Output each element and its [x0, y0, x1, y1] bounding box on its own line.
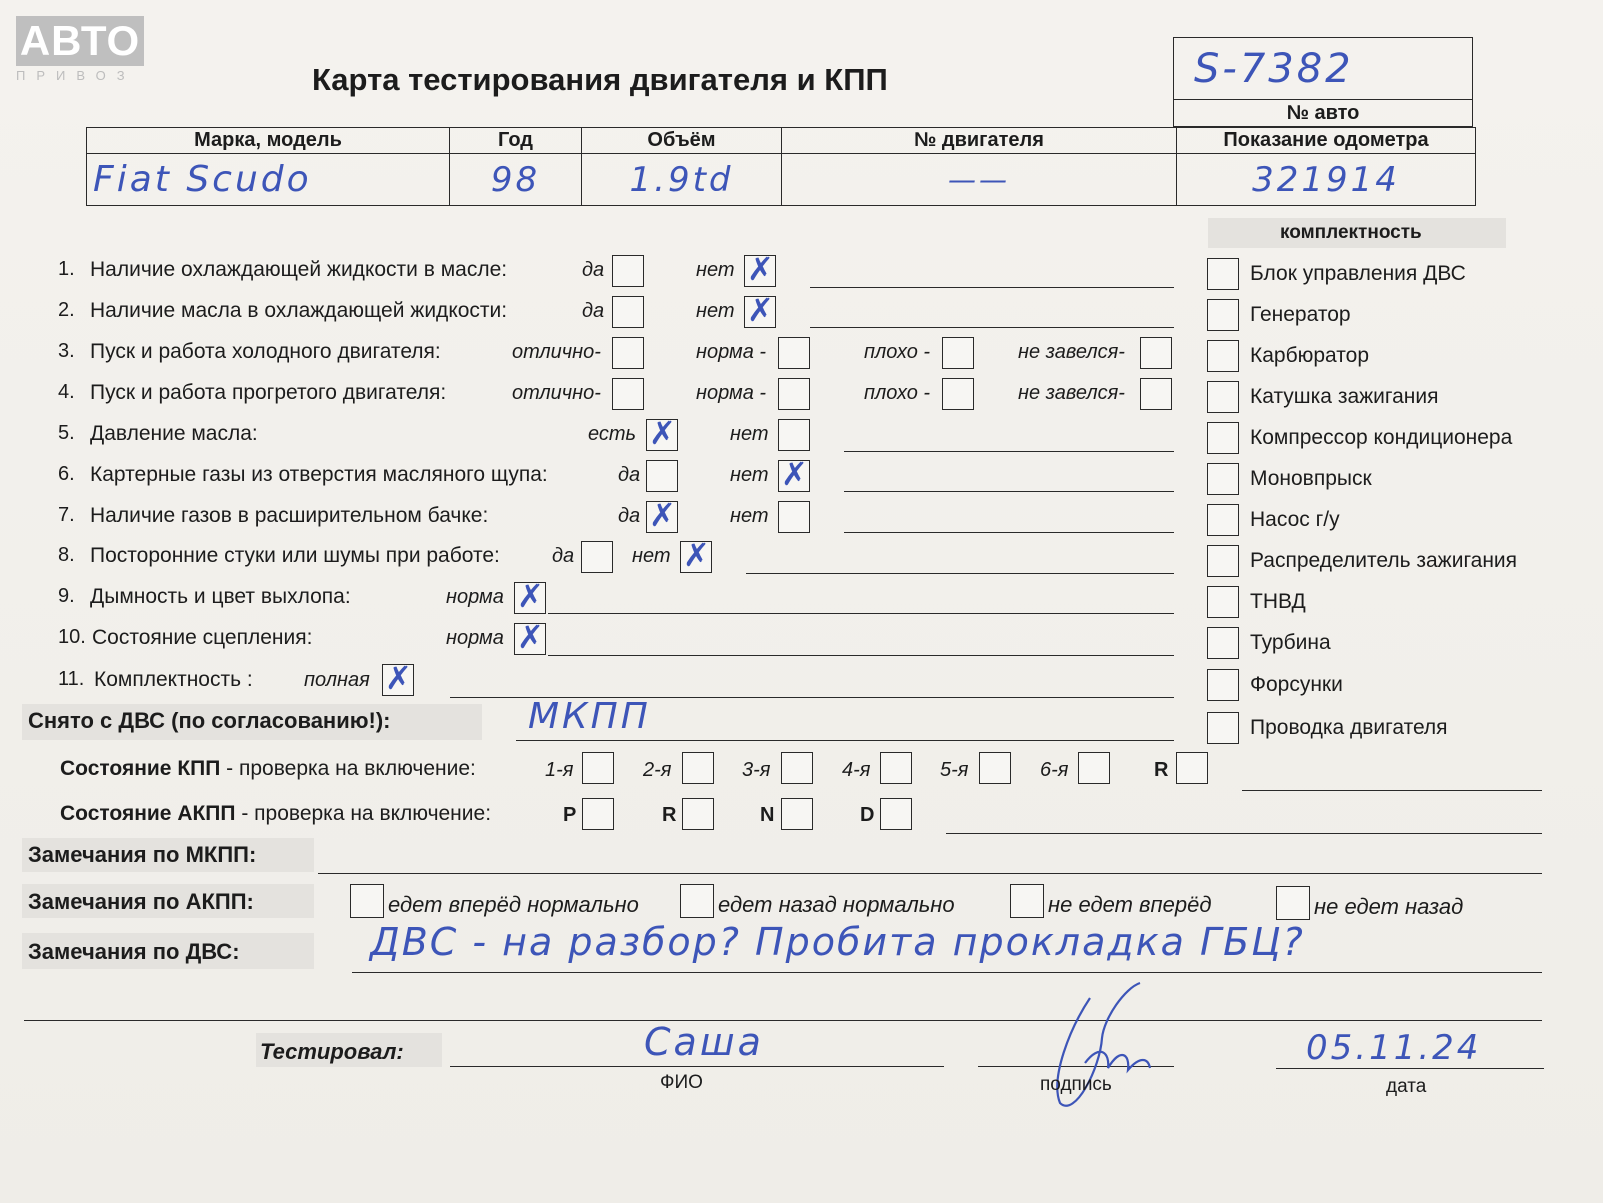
- checkbox[interactable]: [1207, 340, 1239, 372]
- test-label: Наличие масла в охлаждающей жидкости:: [90, 299, 508, 322]
- checkbox-checked[interactable]: [514, 623, 546, 655]
- test-number: 5.: [58, 422, 75, 444]
- test-label: Состояние сцепления:: [92, 626, 313, 649]
- remarks-dvs-label: Замечания по ДВС:: [28, 939, 240, 964]
- notes-line: [844, 532, 1174, 533]
- akpp-label: Состояние АКПП - проверка на включение:: [60, 802, 492, 825]
- auto-number-label: № авто: [1173, 99, 1473, 127]
- kpp-label: Состояние КПП - проверка на включение:: [60, 757, 476, 780]
- removed-label: Снято с ДВС (по согласованию!):: [28, 708, 391, 733]
- date-caption: дата: [1386, 1076, 1427, 1097]
- completeness-item: Карбюратор: [1250, 344, 1370, 367]
- option-label: норма -: [696, 341, 767, 363]
- year-label: Год: [450, 128, 582, 154]
- checkbox[interactable]: [778, 419, 810, 451]
- checkbox-checked[interactable]: [646, 419, 678, 451]
- option-label: да: [618, 505, 641, 527]
- checkbox[interactable]: [942, 337, 974, 369]
- checkbox[interactable]: [1207, 545, 1239, 577]
- notes-line: [810, 327, 1174, 328]
- option-label: да: [618, 464, 641, 486]
- kpp-notes-line: [1242, 790, 1542, 791]
- gear-label: 1-я: [545, 759, 574, 781]
- completeness-item: Турбина: [1250, 631, 1331, 654]
- option-label: нет: [730, 505, 769, 527]
- completeness-item: Блок управления ДВС: [1250, 262, 1466, 285]
- akpp-option-label: едет назад нормально: [718, 892, 955, 917]
- checkbox[interactable]: [1207, 627, 1239, 659]
- removed-line: [516, 740, 1174, 741]
- name-line: [450, 1066, 944, 1067]
- checkbox[interactable]: [778, 501, 810, 533]
- completeness-item: ТНВД: [1250, 590, 1306, 613]
- remarks-dvs-line: [352, 972, 1542, 973]
- test-label: Картерные газы из отверстия масляного щупа:: [90, 463, 548, 486]
- mode-checkbox[interactable]: [682, 798, 714, 830]
- auto-number-box: [1173, 37, 1473, 99]
- odometer-value: 321914: [1252, 159, 1400, 200]
- checkbox[interactable]: [581, 541, 613, 573]
- option-label: да: [582, 259, 605, 281]
- mode-checkbox[interactable]: [582, 798, 614, 830]
- checkbox[interactable]: [612, 255, 644, 287]
- checkbox[interactable]: [1207, 381, 1239, 413]
- checkbox[interactable]: [1207, 422, 1239, 454]
- remarks-dvs-line-2: [24, 1020, 1542, 1021]
- test-number: 2.: [58, 299, 75, 321]
- akpp-option-checkbox[interactable]: [1010, 884, 1044, 918]
- remarks-mkpp-label: Замечания по МКПП:: [28, 842, 257, 867]
- volume-value: 1.9td: [629, 159, 734, 200]
- gear-checkbox[interactable]: [979, 752, 1011, 784]
- card-title: Карта тестирования двигателя и КПП: [312, 62, 888, 97]
- akpp-option-checkbox[interactable]: [350, 884, 384, 918]
- option-label: полная: [304, 669, 370, 691]
- test-number: 7.: [58, 504, 75, 526]
- checkbox-checked[interactable]: [778, 460, 810, 492]
- option-label: да: [552, 545, 575, 567]
- test-label: Наличие охлаждающей жидкости в масле:: [90, 258, 508, 281]
- notes-line: [548, 613, 1174, 614]
- test-number: 9.: [58, 585, 75, 607]
- date-line: [1276, 1068, 1544, 1069]
- engine-number-label: № двигателя: [782, 128, 1177, 154]
- option-label: отлично-: [512, 382, 601, 404]
- gear-checkbox[interactable]: [1078, 752, 1110, 784]
- notes-line: [844, 451, 1174, 452]
- test-label: Дымность и цвет выхлопа:: [90, 585, 351, 608]
- option-label: норма: [446, 627, 504, 649]
- completeness-item: Катушка зажигания: [1250, 385, 1439, 408]
- checkbox[interactable]: [1207, 586, 1239, 618]
- checkbox[interactable]: [778, 378, 810, 410]
- option-label: нет: [730, 464, 769, 486]
- mode-checkbox[interactable]: [880, 798, 912, 830]
- option-label: норма -: [696, 382, 767, 404]
- checkbox[interactable]: [778, 337, 810, 369]
- checkbox[interactable]: [646, 460, 678, 492]
- checkbox[interactable]: [612, 378, 644, 410]
- completeness-item: Распределитель зажигания: [1250, 549, 1518, 572]
- mode-label: P: [563, 804, 577, 826]
- akpp-option-checkbox[interactable]: [1276, 886, 1310, 920]
- test-label: Комплектность :: [94, 668, 253, 691]
- akpp-option-label: не едет вперёд: [1048, 892, 1212, 917]
- option-label: не завелся-: [1018, 341, 1125, 363]
- checkbox[interactable]: [1207, 463, 1239, 495]
- tester-name-value: Саша: [644, 1020, 764, 1064]
- completeness-title: комплектность: [1280, 222, 1422, 243]
- gear-checkbox[interactable]: [880, 752, 912, 784]
- notes-line: [844, 491, 1174, 492]
- test-number: 1.: [58, 258, 75, 280]
- akpp-notes-line: [946, 833, 1542, 834]
- logo-subtitle: ПРИВОЗ: [16, 68, 136, 83]
- checkbox-checked[interactable]: [744, 255, 776, 287]
- gear-checkbox[interactable]: [682, 752, 714, 784]
- checkbox[interactable]: [1140, 337, 1172, 369]
- test-label: Наличие газов в расширительном бачке:: [90, 504, 489, 527]
- remarks-akpp-label: Замечания по АКПП:: [28, 889, 254, 914]
- completeness-item: Насос г/у: [1250, 508, 1340, 531]
- avto-privoz-logo: АВТО: [16, 16, 144, 66]
- checkbox[interactable]: [1207, 669, 1239, 701]
- option-label: плохо -: [864, 382, 931, 404]
- test-number: 10.: [58, 626, 86, 648]
- completeness-item: Генератор: [1250, 303, 1351, 326]
- gear-label: 6-я: [1040, 759, 1069, 781]
- completeness-item: Моновпрыск: [1250, 467, 1372, 490]
- removed-value: МКПП: [528, 696, 651, 737]
- checkbox[interactable]: [942, 378, 974, 410]
- test-label: Посторонние стуки или шумы при работе:: [90, 544, 500, 567]
- name-caption: ФИО: [660, 1072, 703, 1093]
- option-label: нет: [632, 545, 671, 567]
- option-label: отлично-: [512, 341, 601, 363]
- option-label: плохо -: [864, 341, 931, 363]
- remarks-mkpp-line: [318, 873, 1542, 874]
- completeness-item: Компрессор кондиционера: [1250, 426, 1513, 449]
- notes-line: [548, 655, 1174, 656]
- date-value: 05.11.24: [1306, 1028, 1482, 1068]
- option-label: нет: [696, 259, 735, 281]
- checkbox-checked[interactable]: [744, 296, 776, 328]
- option-label: норма: [446, 586, 504, 608]
- checkbox[interactable]: [1207, 504, 1239, 536]
- test-number: 8.: [58, 544, 75, 566]
- option-label: нет: [696, 300, 735, 322]
- odometer-label: Показание одометра: [1177, 128, 1476, 154]
- akpp-option-label: не едет назад: [1314, 894, 1464, 919]
- make-value: Fiat Scudo: [93, 159, 312, 200]
- test-label: Давление масла:: [90, 422, 258, 445]
- akpp-option-checkbox[interactable]: [680, 884, 714, 918]
- checkbox[interactable]: [1207, 258, 1239, 290]
- checkbox[interactable]: [612, 296, 644, 328]
- gear-label: 3-я: [742, 759, 771, 781]
- checkbox[interactable]: [1140, 378, 1172, 410]
- test-label: Пуск и работа прогретого двигателя:: [90, 381, 447, 404]
- checkbox-checked[interactable]: [646, 501, 678, 533]
- test-label: Пуск и работа холодного двигателя:: [90, 340, 441, 363]
- gear-label: 5-я: [940, 759, 969, 781]
- checkbox-checked[interactable]: [680, 541, 712, 573]
- checkbox[interactable]: [1207, 299, 1239, 331]
- gear-label: R: [1154, 759, 1169, 781]
- auto-number-value: S-7382: [1194, 46, 1354, 92]
- notes-line: [810, 287, 1174, 288]
- mode-label: N: [760, 804, 775, 826]
- checkbox-checked[interactable]: [382, 664, 414, 696]
- checkbox[interactable]: [612, 337, 644, 369]
- option-label: нет: [730, 423, 769, 445]
- gear-checkbox[interactable]: [781, 752, 813, 784]
- mode-label: D: [860, 804, 875, 826]
- mode-label: R: [662, 804, 677, 826]
- remarks-dvs-value: ДВС - на разбор? Пробита прокладка ГБЦ?: [370, 920, 1305, 964]
- completeness-item: Форсунки: [1250, 673, 1343, 696]
- volume-label: Объём: [582, 128, 782, 154]
- akpp-option-label: едет вперёд нормально: [388, 892, 639, 917]
- test-number: 3.: [58, 340, 75, 362]
- year-value: 98: [490, 159, 541, 200]
- test-number: 6.: [58, 463, 75, 485]
- signature-caption: подпись: [1040, 1074, 1112, 1095]
- test-number: 11.: [58, 668, 85, 690]
- test-number: 4.: [58, 381, 75, 403]
- option-label: есть: [588, 423, 637, 445]
- engine-number-value: ——: [948, 163, 1010, 196]
- make-label: Марка, модель: [87, 128, 450, 154]
- gear-label: 2-я: [643, 759, 672, 781]
- completeness-item: Проводка двигателя: [1250, 716, 1448, 739]
- mode-checkbox[interactable]: [781, 798, 813, 830]
- checkbox[interactable]: [1207, 712, 1239, 744]
- notes-line: [746, 573, 1174, 574]
- gear-label: 4-я: [842, 759, 871, 781]
- gear-checkbox[interactable]: [582, 752, 614, 784]
- gear-checkbox[interactable]: [1176, 752, 1208, 784]
- checkbox-checked[interactable]: [514, 582, 546, 614]
- option-label: не завелся-: [1018, 382, 1125, 404]
- option-label: да: [582, 300, 605, 322]
- vehicle-header-table: [86, 127, 1476, 206]
- tested-label: Тестировал:: [260, 1039, 404, 1064]
